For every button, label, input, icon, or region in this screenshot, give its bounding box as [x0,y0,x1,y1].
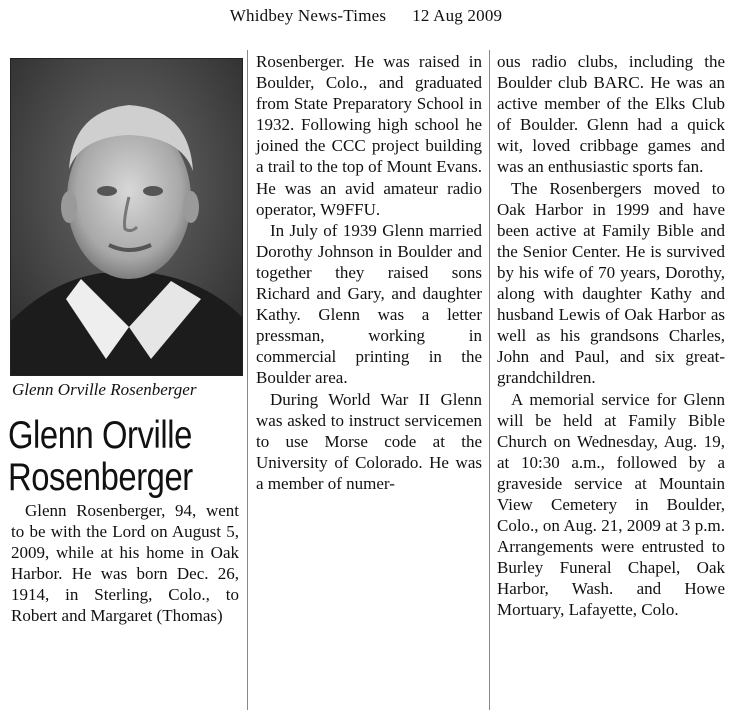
headline-line-2: Rosenberger [8,456,193,499]
article-column-2 [256,51,482,494]
paragraph-war-service: During World War II Glenn was asked to instruct servicemen to use Morse code at the University of Colorado. He was a member of numer- [256,389,482,493]
paragraph-survivors: The Rosenbergers moved to Oak Harbor in 1999 and have been active at Family Bible and the Senior Center. He is survived by his wife of 70 years, Dorothy, along with daughter Kathy and husband Lewis of Oak Harbor as well as his grandsons Charles, John and Paul, and six great-grandchildren. [497,178,725,388]
article-column-3 [497,51,725,621]
publication-date: 12 Aug 2009 [412,6,503,25]
column-divider-2 [489,50,490,710]
paragraph-marriage: In July of 1939 Glenn married Dorothy Johnson in Boulder and together they raised sons Richard and Gary, and daughter Kathy. Glenn was a letter pressman, working in commercial printing in the Boulder area. [256,220,482,388]
paragraph-intro: Glenn Rosenberger, 94, went to be with the Lord on August 5, 2009, while at his home in Oak Harbor. He was born Dec. 26, 1914, in Sterling, Colo., to Robert and Margaret (Thomas) [11,501,239,626]
obituary-headline [8,415,193,499]
portrait-illustration [11,59,242,375]
paragraph-early-life: Rosenberger. He was raised in Boulder, Colo., and graduated from State Preparatory School in 1932. Following high school he joined the CCC project building a trail to the top of Mount Evans. He was an avid amateur radio operator, W9FFU. [256,52,482,219]
column-divider-1 [247,50,248,710]
portrait-photo [10,58,243,376]
headline-line-1: Glenn Orville [8,414,192,457]
publication-name: Whidbey News-Times [229,6,387,25]
article-column-1 [11,500,239,627]
newspaper-header [0,6,732,26]
paragraph-hobbies: ous radio clubs, including the Boulder club BARC. He was an active member of the Elks Club of Boulder. Glenn had a quick wit, loved cribbage games and was an enthusiastic sports fan. [497,52,725,177]
paragraph-memorial: A memorial service for Glenn will be held at Family Bible Church on Wednesday, Aug. 19, at 10:30 a.m., followed by a graveside service at Mountain View Cemetery in Boulder, Colo., on Aug. 21, 2009 at 3 p.m. Arrangements were entrusted to Burley Funeral Chapel, Oak Harbor, Wash. and Howe Mortuary, Lafayette, Colo. [497,389,725,620]
photo-caption: Glenn Orville Rosenberger [12,380,197,399]
